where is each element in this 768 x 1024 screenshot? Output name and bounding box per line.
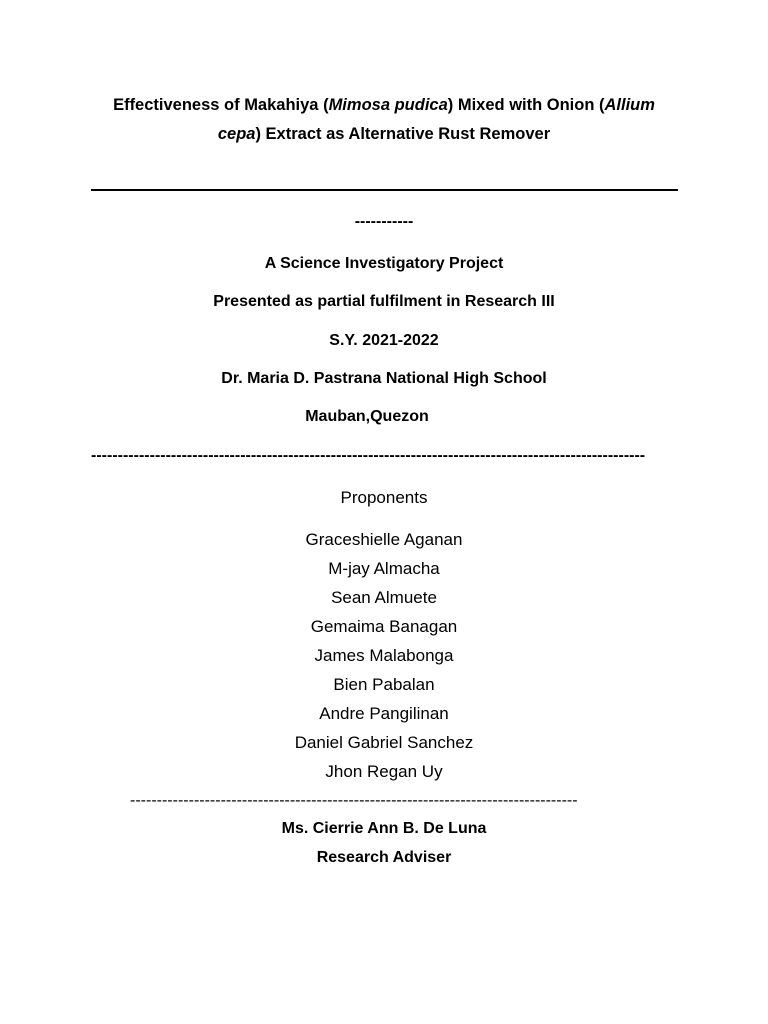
proponent-name: James Malabonga — [314, 646, 454, 665]
proponent-name: Gemaima Banagan — [310, 617, 458, 636]
title-italic: cepa — [217, 125, 256, 143]
school-name: Dr. Maria D. Pastrana National High School — [221, 370, 547, 387]
adviser-name: Ms. Cierrie Ann B. De Luna — [281, 820, 487, 837]
school-location: Mauban,Quezon — [305, 408, 429, 425]
horizontal-rule — [91, 189, 678, 191]
title-line-1 — [0, 96, 768, 115]
school-year: S.Y. 2021-2022 — [329, 332, 439, 349]
project-type: A Science Investigatory Project — [264, 255, 504, 272]
title-part: ) Extract as Alternative Rust Remover — [255, 125, 551, 143]
proponent-name: Bien Pabalan — [333, 675, 435, 694]
long-dash-separator: -------------------------------------------------------------------------------------------------------- — [91, 448, 646, 464]
short-dash-separator: ----------- — [354, 213, 414, 230]
proponent-name: M-jay Almacha — [328, 559, 440, 578]
proponents-heading: Proponents — [340, 488, 428, 507]
title-italic: Mimosa pudica — [328, 96, 448, 114]
proponent-name: Daniel Gabriel Sanchez — [294, 733, 474, 752]
title-line-2 — [0, 125, 768, 144]
mid-dash-separator: ------------------------------------------------------------------------------------ — [130, 793, 578, 809]
proponent-name: Jhon Regan Uy — [325, 762, 443, 781]
title-part: Effectiveness of Makahiya ( — [113, 96, 329, 114]
adviser-role: Research Adviser — [316, 849, 452, 866]
proponent-name: Sean Almuete — [331, 588, 437, 607]
proponent-name: Graceshielle Aganan — [305, 530, 463, 549]
proponent-name: Andre Pangilinan — [319, 704, 449, 723]
title-italic: Allium — [604, 96, 655, 114]
title-part: ) Mixed with Onion ( — [447, 96, 605, 114]
project-purpose: Presented as partial fulfilment in Research III — [213, 293, 555, 310]
